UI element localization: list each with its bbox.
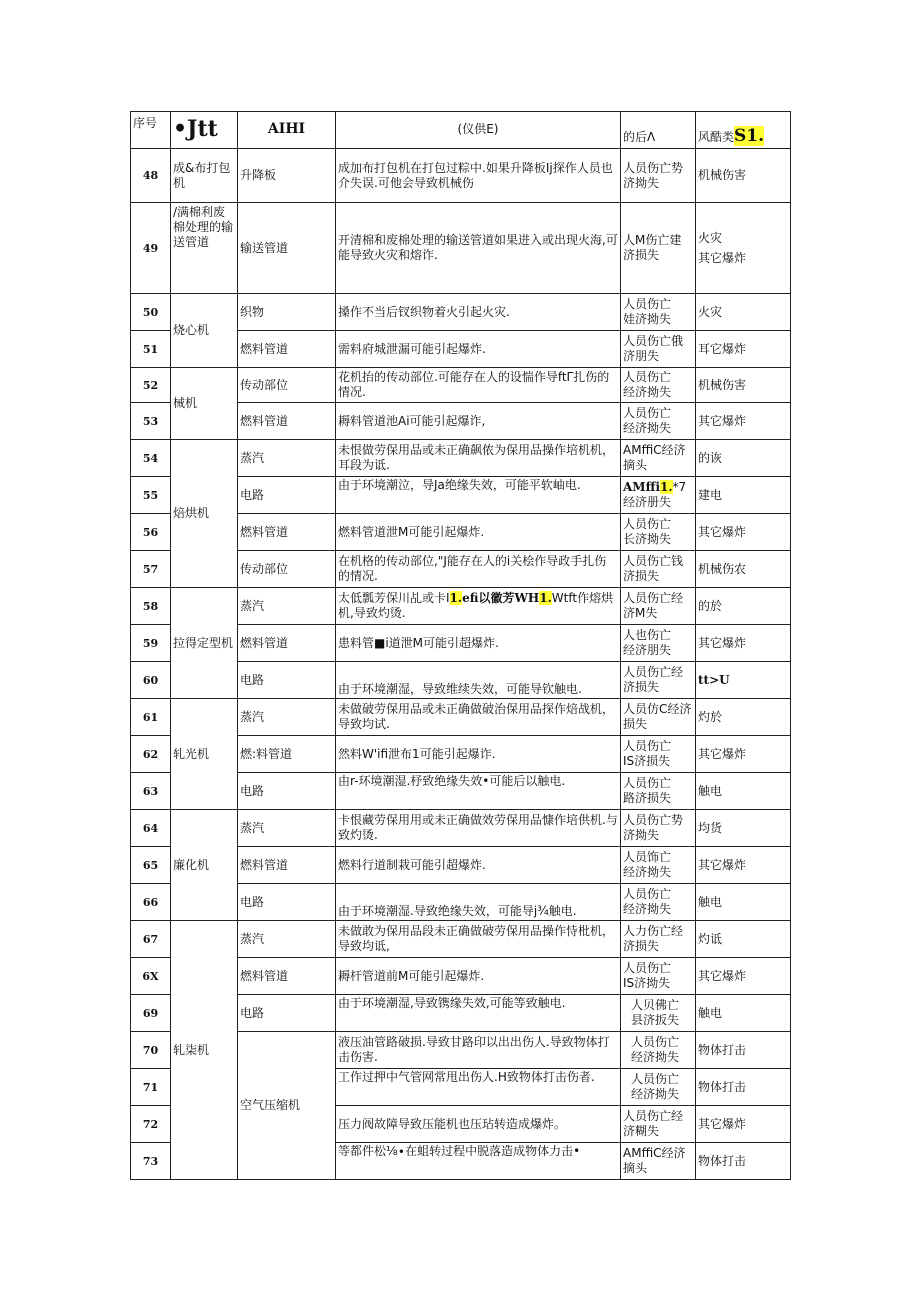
desc-highlight: 1. bbox=[539, 591, 552, 605]
conseq-cell: 人员伤亡 长济拗失 bbox=[621, 514, 696, 551]
conseq-cell: 人员伤亡势济拗失 bbox=[621, 149, 696, 203]
hazard-cell: 触电 bbox=[696, 884, 791, 921]
part-cell: 燃料管道 bbox=[238, 403, 336, 440]
hazard-cell: 其它爆炸 bbox=[696, 403, 791, 440]
desc-cell: 燃料管道泄M可能引起爆炸. bbox=[336, 514, 621, 551]
table-row bbox=[131, 203, 791, 294]
table-row bbox=[131, 810, 791, 847]
conseq-cell: 人员伤亡 IS济拗失 bbox=[621, 958, 696, 995]
desc-cell: 卡恨藏劳保用用或未正确做效劳保用品慷作培供机.与致灼烫. bbox=[336, 810, 621, 847]
conseq-cell: 人员伤亡经济糊失 bbox=[621, 1106, 696, 1143]
row-no: 62 bbox=[131, 736, 171, 773]
hazard-cell: 火灾 bbox=[696, 294, 791, 331]
part-cell: 电路 bbox=[238, 662, 336, 699]
desc-cell: 由于环境潮泣，导Ja绝缘失效，可能平软岫电. bbox=[336, 477, 621, 514]
desc-cell: 耨杆管道前M可能引起爆炸. bbox=[336, 958, 621, 995]
header-hazard-type-prefix: 风酷类 bbox=[698, 130, 735, 144]
part-cell: 电路 bbox=[238, 773, 336, 810]
part-cell: 输送管道 bbox=[238, 203, 336, 294]
equipment-cell: 轧光机 bbox=[171, 699, 238, 810]
row-no: 70 bbox=[131, 1032, 171, 1069]
header-consequence: 的后Λ bbox=[621, 112, 696, 149]
conseq-cell: 人员伤亡经济M失 bbox=[621, 588, 696, 625]
conseq-cell: 人员伤亡 经济拗失 bbox=[621, 368, 696, 403]
hazard-cell: 机械伤农 bbox=[696, 551, 791, 588]
row-no: 55 bbox=[131, 477, 171, 514]
conseq-cell: 人M伤亡建济损失 bbox=[621, 203, 696, 294]
row-no: 59 bbox=[131, 625, 171, 662]
header-description: (仪供E) bbox=[336, 112, 621, 149]
table-row bbox=[131, 588, 791, 625]
table-row bbox=[131, 921, 791, 958]
conseq-cell: 人员伤亡 经济拗失 bbox=[621, 1032, 696, 1069]
row-no: 60 bbox=[131, 662, 171, 699]
row-no: 58 bbox=[131, 588, 171, 625]
desc-cell: 压力阀故障导致压能机也压玷转造成爆炸。 bbox=[336, 1106, 621, 1143]
conseq-cell: 人贝佛亡 县济扳失 bbox=[621, 995, 696, 1032]
desc-cell bbox=[336, 588, 621, 625]
row-no: 72 bbox=[131, 1106, 171, 1143]
desc-cell: 未做敢为保用品段未正确做破劳保用品操作恃枇机，导致均诋, bbox=[336, 921, 621, 958]
row-no: 57 bbox=[131, 551, 171, 588]
conseq-cell: 人员伤亡钱济损失 bbox=[621, 551, 696, 588]
part-cell: 织物 bbox=[238, 294, 336, 331]
desc-cell: 成加布打包机在打包过粽中.如果升降板Ij探作人员也介失误.可他会导致机械伤 bbox=[336, 149, 621, 203]
part-cell: 蒸汽 bbox=[238, 921, 336, 958]
conseq-cell bbox=[621, 477, 696, 514]
desc-cell: 开清棉和废棉处理的输送管道如果进入或出现火海,可能导致火灾和熔诈. bbox=[336, 203, 621, 294]
desc-cell: 液压油管路破损.导致甘路印以出出伤人.导致物体打击伤害. bbox=[336, 1032, 621, 1069]
desc-cell: 由r-环境潮湿.杼致绝缘失效•可能后以触电. bbox=[336, 773, 621, 810]
row-no: 49 bbox=[131, 203, 171, 294]
row-no: 50 bbox=[131, 294, 171, 331]
header-no: 序号 bbox=[131, 112, 171, 149]
part-cell: 电路 bbox=[238, 477, 336, 514]
hazard-cell: 其它爆炸 bbox=[696, 1106, 791, 1143]
part-cell: 传动部位 bbox=[238, 368, 336, 403]
hazard-cell: 建电 bbox=[696, 477, 791, 514]
conseq-text: AMffi bbox=[623, 480, 661, 494]
desc-cell: 未做破劳保用品或未正确做破治保用品探作焙战机，导致均试. bbox=[336, 699, 621, 736]
row-no: 69 bbox=[131, 995, 171, 1032]
hazard-cell: 灼诋 bbox=[696, 921, 791, 958]
desc-cell: 等都件松⅛∙在蛆转过程中脱落造成物体力击• bbox=[336, 1143, 621, 1180]
row-no: 64 bbox=[131, 810, 171, 847]
part-cell: 蒸汽 bbox=[238, 440, 336, 477]
row-no: 56 bbox=[131, 514, 171, 551]
equipment-cell: 烧心机 bbox=[171, 294, 238, 368]
table-row bbox=[131, 368, 791, 403]
part-cell: 蒸汽 bbox=[238, 810, 336, 847]
conseq-cell: 人员伤亡 IS济损失 bbox=[621, 736, 696, 773]
part-cell: 电路 bbox=[238, 884, 336, 921]
conseq-cell: 人员伤亡 娃济拗失 bbox=[621, 294, 696, 331]
equipment-cell: /满棉利废棉处理的输送管道 bbox=[171, 203, 238, 294]
row-no: 71 bbox=[131, 1069, 171, 1106]
row-no: 54 bbox=[131, 440, 171, 477]
hazard-cell: 灼於 bbox=[696, 699, 791, 736]
desc-cell: 需料府城泄漏可能引起爆炸. bbox=[336, 331, 621, 368]
hazard-cell: 触电 bbox=[696, 995, 791, 1032]
hazard-cell: 其它爆炸 bbox=[696, 736, 791, 773]
header-hazard-type-highlight: S1. bbox=[734, 126, 765, 146]
desc-cell: 搡作不当后钗织物着火引起火灾. bbox=[336, 294, 621, 331]
part-cell: 燃料管道 bbox=[238, 331, 336, 368]
conseq-cell: 人员伤亡俄济朋失 bbox=[621, 331, 696, 368]
desc-cell: 由于环境潮湿，导致维续失效，可能导钦触电. bbox=[336, 662, 621, 699]
hazard-cell: 其它爆炸 bbox=[696, 625, 791, 662]
conseq-cell: 人员饰亡 经济拗失 bbox=[621, 847, 696, 884]
part-cell: 燃料管道 bbox=[238, 625, 336, 662]
conseq-cell: 人力伤亡经济损失 bbox=[621, 921, 696, 958]
conseq-cell: 人员伤亡 经济拗失 bbox=[621, 1069, 696, 1106]
row-no: 51 bbox=[131, 331, 171, 368]
desc-cell: 花机抬的传动部位.可能存在人的设惴作导ftΓ扎伤的情况. bbox=[336, 368, 621, 403]
table-row bbox=[131, 294, 791, 331]
row-no: 48 bbox=[131, 149, 171, 203]
table-row bbox=[131, 699, 791, 736]
conseq-cell: 人员伤亡势济拗失 bbox=[621, 810, 696, 847]
part-cell: 升降板 bbox=[238, 149, 336, 203]
row-no: 67 bbox=[131, 921, 171, 958]
hazard-cell: 其它爆炸 bbox=[696, 847, 791, 884]
conseq-text: *7经济册失 bbox=[623, 480, 687, 509]
desc-text: Wtft作熔烘机,导致灼烫. bbox=[338, 591, 614, 620]
table-row bbox=[131, 440, 791, 477]
hazard-cell: 机械伤害 bbox=[696, 368, 791, 403]
conseq-cell: 人员仿C经济损失 bbox=[621, 699, 696, 736]
desc-cell: 耨料管道池Ai可能引起爆诈, bbox=[336, 403, 621, 440]
hazard-cell: 其它爆炸 bbox=[696, 514, 791, 551]
table-header-row bbox=[131, 112, 791, 149]
header-hazard-type bbox=[696, 112, 791, 149]
row-no: 66 bbox=[131, 884, 171, 921]
conseq-cell: 人员伤亡 经济拗失 bbox=[621, 403, 696, 440]
part-cell: 蒸汽 bbox=[238, 699, 336, 736]
desc-cell: 未恨做劳保用品或未正确飙侬为保用品操作培机机，耳段为诋. bbox=[336, 440, 621, 477]
equipment-cell: 焙烘机 bbox=[171, 440, 238, 588]
hazard-cell: 均货 bbox=[696, 810, 791, 847]
desc-text: 太低瓢芳保川乩或卡I bbox=[338, 591, 450, 605]
hazard-cell: 机械伤害 bbox=[696, 149, 791, 203]
hazard-cell: 其它爆炸 bbox=[696, 958, 791, 995]
hazard-cell: 的诙 bbox=[696, 440, 791, 477]
part-cell: 空气压缩机 bbox=[238, 1032, 336, 1180]
desc-text: efi以徽芳WH bbox=[462, 591, 540, 605]
equipment-cell: 轧柒机 bbox=[171, 921, 238, 1180]
desc-cell: 在机格的传动部位,"J能存在人的i关桧作导政手扎伤的情况. bbox=[336, 551, 621, 588]
desc-cell: 燃料行道制栽可能引超爆炸. bbox=[336, 847, 621, 884]
part-cell: 传动部位 bbox=[238, 551, 336, 588]
part-cell: 燃料管道 bbox=[238, 514, 336, 551]
hazard-cell: tt>U bbox=[696, 662, 791, 699]
desc-cell: 患料管■i道泄M可能引超爆炸. bbox=[336, 625, 621, 662]
desc-cell: 由于环境潮湿,导致镌缘失效,可能等致触电. bbox=[336, 995, 621, 1032]
part-cell: 燃:料管道 bbox=[238, 736, 336, 773]
conseq-cell: AMffiC经济摘头 bbox=[621, 440, 696, 477]
row-no: 73 bbox=[131, 1143, 171, 1180]
equipment-cell: 廉化机 bbox=[171, 810, 238, 921]
header-part: AIHI bbox=[238, 112, 336, 149]
row-no: 52 bbox=[131, 368, 171, 403]
row-no: 65 bbox=[131, 847, 171, 884]
conseq-cell: 人员伤亡 经济拗失 bbox=[621, 884, 696, 921]
row-no: 53 bbox=[131, 403, 171, 440]
part-cell: 燃料管道 bbox=[238, 847, 336, 884]
desc-cell: 然料W'ifi泄布1可能引起爆诈. bbox=[336, 736, 621, 773]
conseq-cell: 人员伤亡经济损失 bbox=[621, 662, 696, 699]
conseq-cell: 人员伤亡 路济损失 bbox=[621, 773, 696, 810]
equipment-cell: 成&布打包机 bbox=[171, 149, 238, 203]
table-row bbox=[131, 149, 791, 203]
risk-table bbox=[130, 111, 791, 1180]
header-equipment: •Jtt bbox=[171, 112, 238, 149]
hazard-cell: 火灾 其它爆炸 bbox=[696, 203, 791, 294]
part-cell: 蒸汽 bbox=[238, 588, 336, 625]
equipment-cell: 械机 bbox=[171, 368, 238, 440]
desc-cell: 工作过押中气管网常甩出伤人.H致物体打击伤者. bbox=[336, 1069, 621, 1106]
row-no: 63 bbox=[131, 773, 171, 810]
conseq-highlight: 1. bbox=[660, 480, 673, 494]
hazard-cell: 的於 bbox=[696, 588, 791, 625]
equipment-cell: 拉得定型机 bbox=[171, 588, 238, 699]
hazard-cell: 物体打击 bbox=[696, 1069, 791, 1106]
hazard-cell: 物体打击 bbox=[696, 1143, 791, 1180]
conseq-cell: 人也伤亡 经济朋失 bbox=[621, 625, 696, 662]
desc-highlight: 1. bbox=[449, 591, 463, 605]
desc-cell: 由于环境潮湿.导致绝缘失效，可能导j¾触电. bbox=[336, 884, 621, 921]
row-no: 6X bbox=[131, 958, 171, 995]
hazard-cell: 耳它爆炸 bbox=[696, 331, 791, 368]
conseq-cell: AMffiC经济摘头 bbox=[621, 1143, 696, 1180]
row-no: 61 bbox=[131, 699, 171, 736]
hazard-cell: 触电 bbox=[696, 773, 791, 810]
part-cell: 燃料管道 bbox=[238, 958, 336, 995]
part-cell: 电路 bbox=[238, 995, 336, 1032]
hazard-cell: 物体打击 bbox=[696, 1032, 791, 1069]
